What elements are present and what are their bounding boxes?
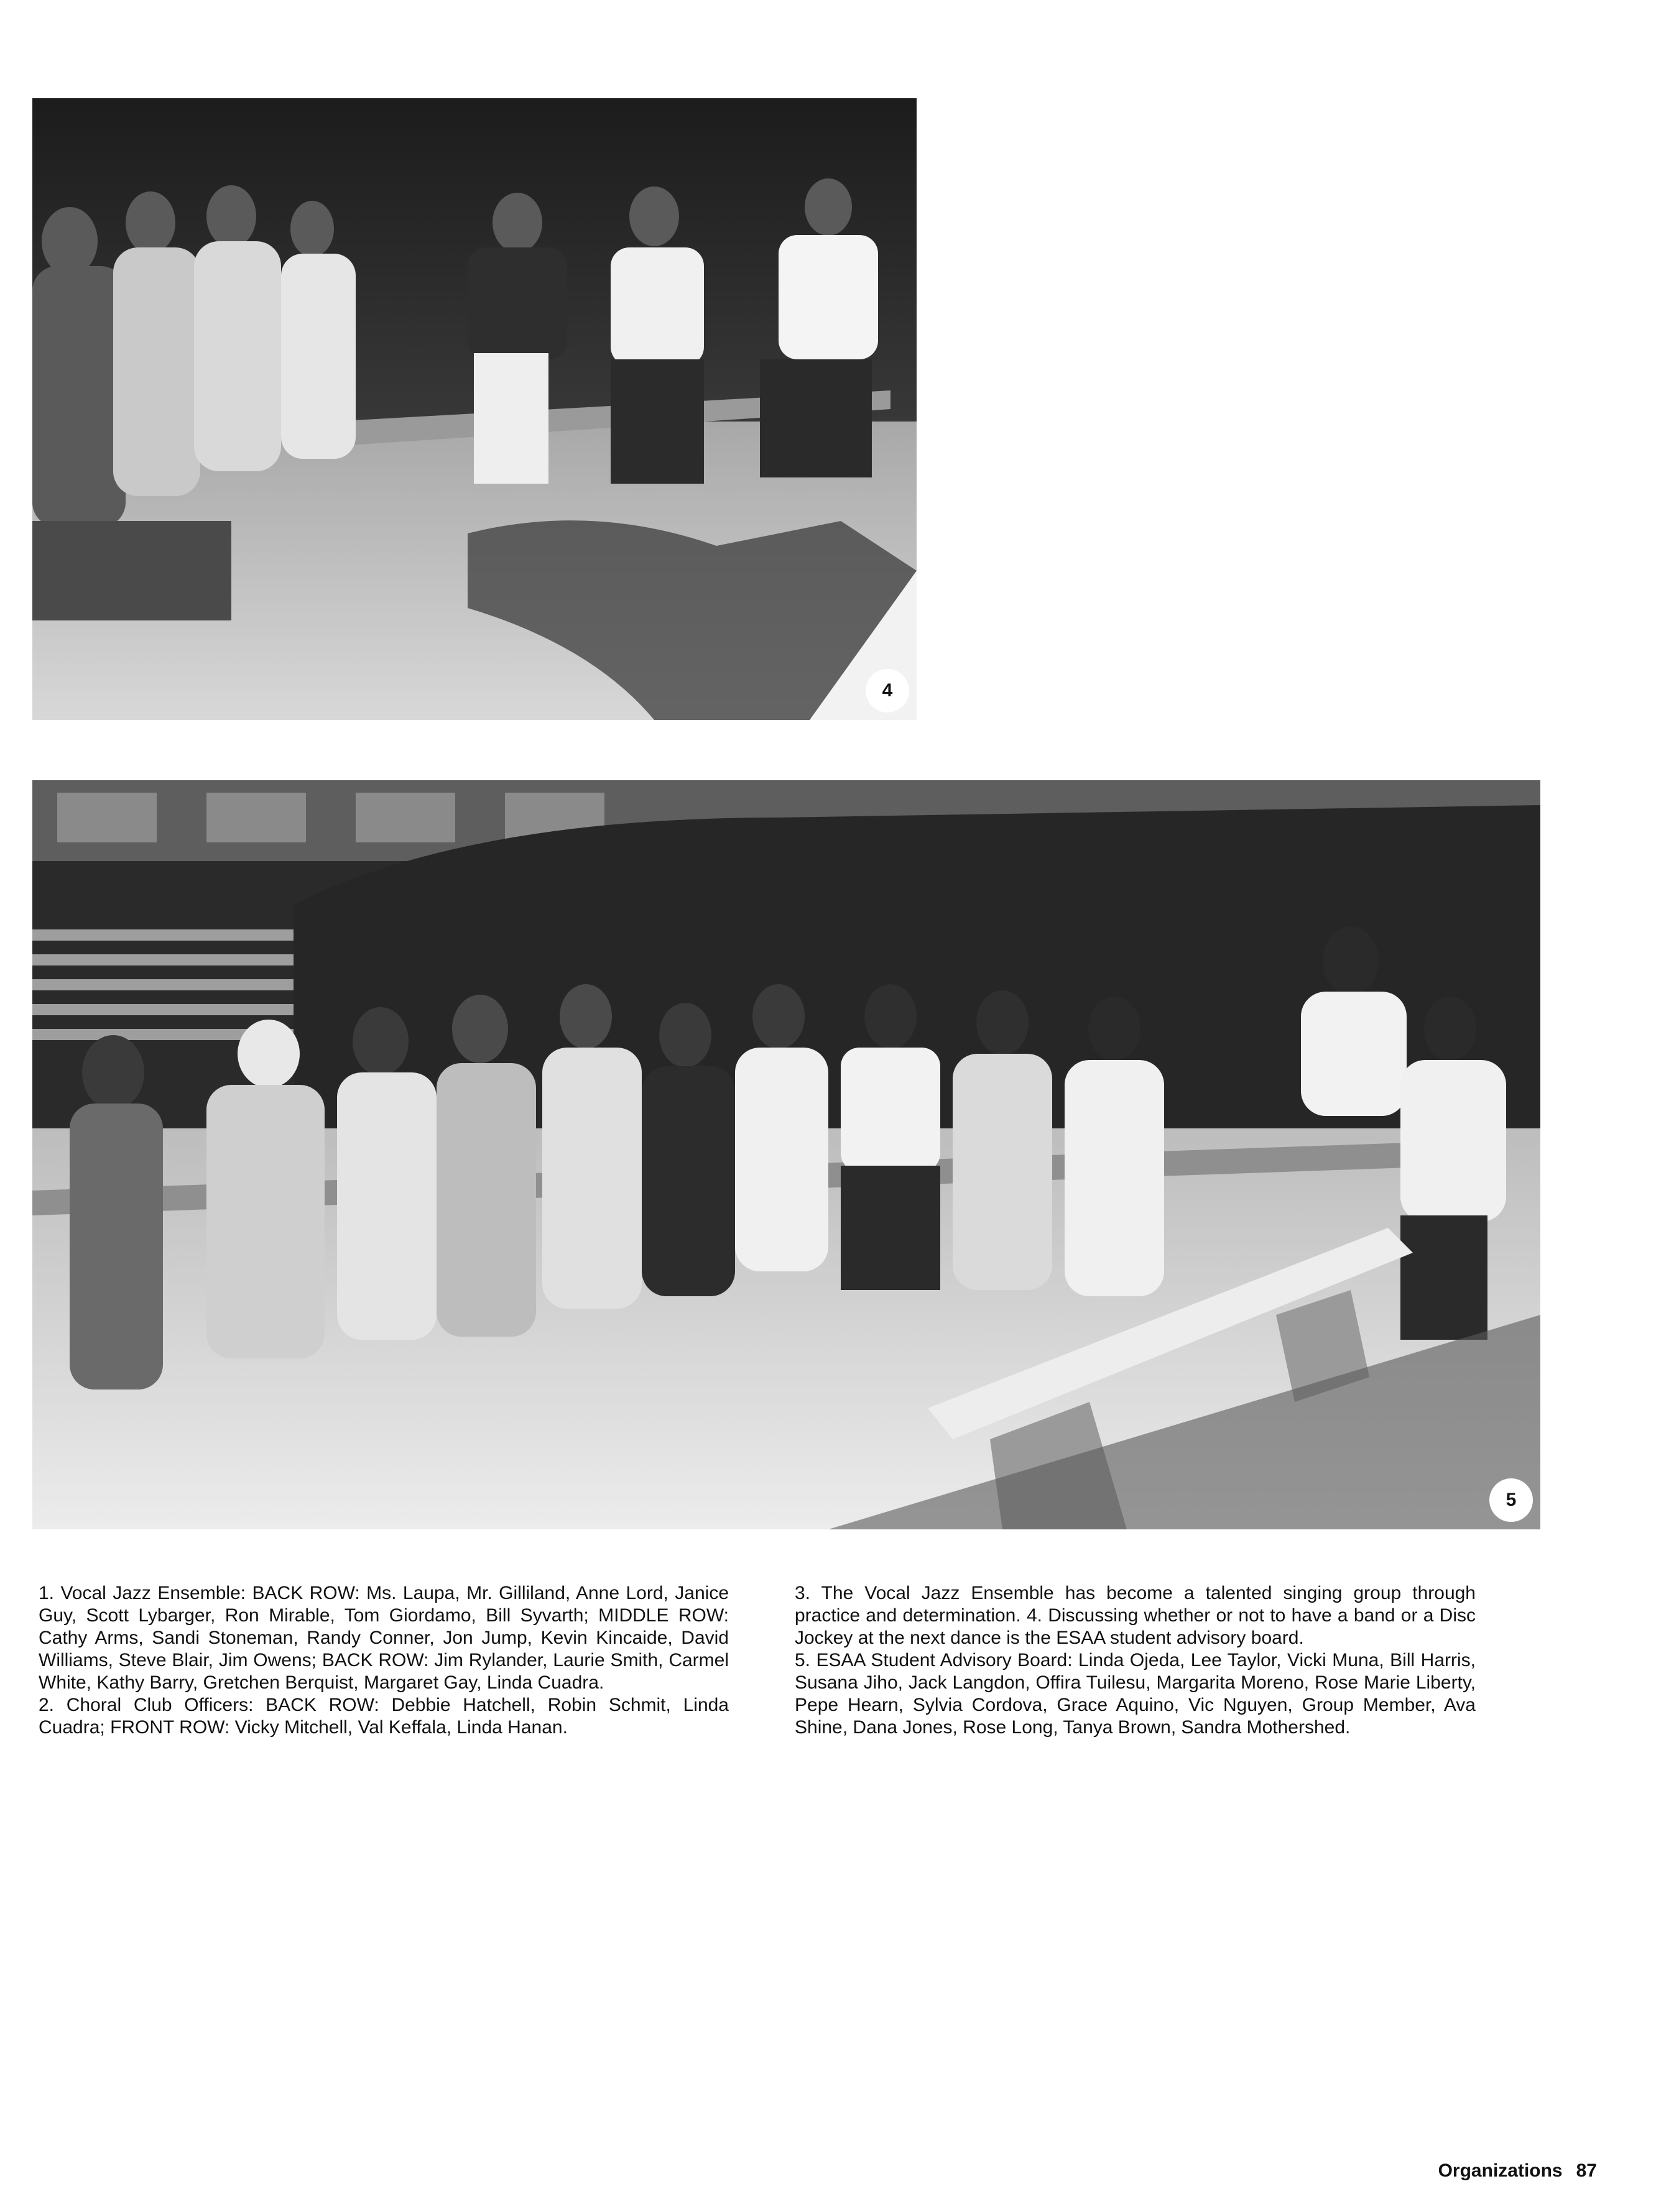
caption-paragraph: 5. ESAA Student Advisory Board: Linda Ojeda, Lee Taylor, Vicki Muna, Bill Harris, Susana Jiho, Jack Langdon, Offira Tuilesu, Margarita Moreno, Rose Marie Liberty, Pepe Hearn, Sylvia Cordova, Grace Aquino, Vic Nguyen, Group Member, Ava Shine, Dana Jones, Rose Long, Tanya Brown, Sandra Mothershed. bbox=[795, 1650, 1476, 1738]
section-title: Organizations bbox=[1438, 2160, 1563, 2181]
caption-paragraph: 3. The Vocal Jazz Ensemble has become a talented singing group through practice and determination. 4. Discussing whether or not to have a band or a Disc Jockey at the next dance is the ESAA student advisory board. bbox=[795, 1583, 1476, 1648]
page-footer bbox=[1438, 2160, 1597, 2182]
photo-4-image bbox=[32, 98, 917, 720]
caption-paragraph: 1. Vocal Jazz Ensemble: BACK ROW: Ms. Laupa, Mr. Gilliland, Anne Lord, Janice Guy, Scott Lybarger, Ron Mirable, Tom Giordamo, Bill Syvarth; MIDDLE ROW: Cathy Arms, Sandi Stoneman, Randy Conner, Jon Jump, Kevin Kincaide, David Williams, Steve Blair, Jim Owens; BACK ROW: Jim Rylander, Laurie Smith, Carmel White, Kathy Barry, Gretchen Berquist, Margaret Gay, Linda Cuadra. bbox=[39, 1583, 729, 1693]
photo-esaa-advisory-board bbox=[32, 780, 1540, 1529]
caption-column-left bbox=[39, 1582, 729, 1739]
photo-number-badge: 5 bbox=[1489, 1478, 1533, 1522]
page-number: 87 bbox=[1576, 2160, 1597, 2181]
caption-paragraph: 2. Choral Club Officers: BACK ROW: Debbie Hatchell, Robin Schmit, Linda Cuadra; FRONT ROW: Vicky Mitchell, Val Keffala, Linda Hanan. bbox=[39, 1695, 729, 1738]
photo-number-badge: 4 bbox=[866, 669, 909, 712]
photo-advisory-board-discussion bbox=[32, 98, 917, 720]
caption-column-right bbox=[795, 1582, 1476, 1739]
photo-5-image bbox=[32, 780, 1540, 1529]
